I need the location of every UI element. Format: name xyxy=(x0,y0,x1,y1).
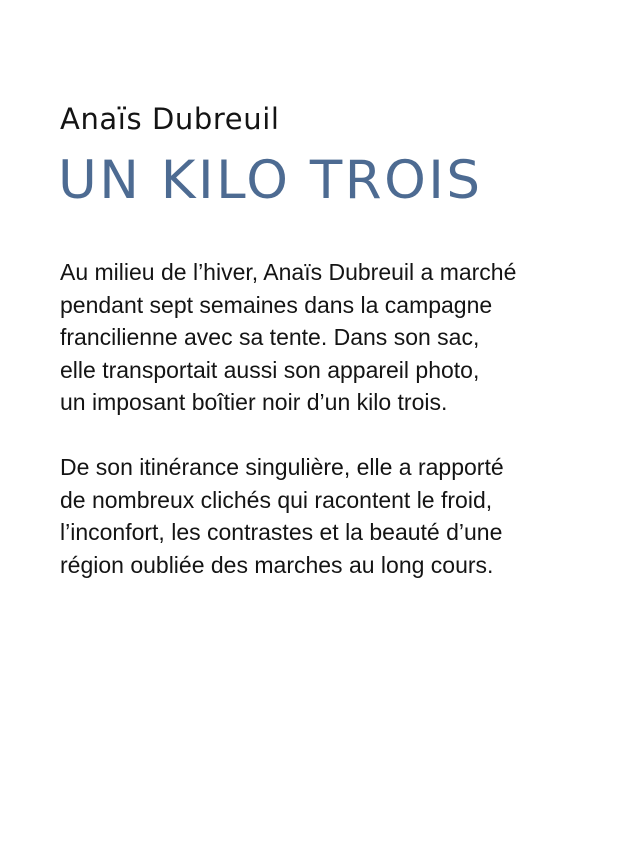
text-line: de nombreux clichés qui racontent le froid, xyxy=(60,486,493,513)
text-line: région oubliée des marches au long cours. xyxy=(60,551,494,578)
text-line: Au milieu de l’hiver, Anaïs Dubreuil a marché xyxy=(60,259,517,285)
blurb-paragraph-1 xyxy=(60,256,620,419)
author-name: Anaïs Dubreuil xyxy=(60,102,280,136)
book-title: UN KILO TROIS xyxy=(58,150,483,211)
text-line: un imposant boîtier noir d’un kilo trois. xyxy=(60,389,448,415)
text-line: De son itinérance singulière, elle a rapporté xyxy=(60,454,504,480)
blurb xyxy=(60,256,620,581)
text-line: l’inconfort, les contrastes et la beauté d’une xyxy=(60,519,503,545)
text-line: francilienne avec sa tente. Dans son sac, xyxy=(60,324,480,350)
text-line: pendant sept semaines dans la campagne xyxy=(60,291,493,318)
blurb-paragraph-2 xyxy=(60,451,620,581)
text-line: elle transportait aussi son appareil photo, xyxy=(60,356,480,383)
